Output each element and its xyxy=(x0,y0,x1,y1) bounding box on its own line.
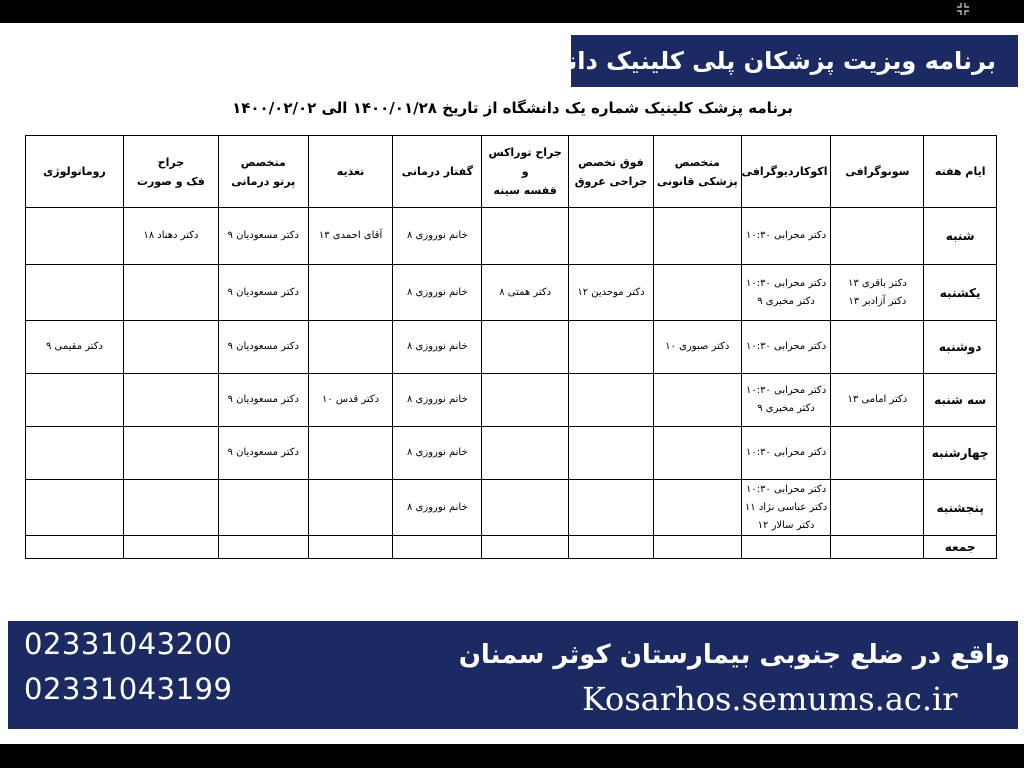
column-header-line: متخصص xyxy=(240,155,286,169)
doctor-entry: دکتر دهناد ۱۸ xyxy=(143,230,199,241)
doctor-entry: خانم نوروزی ۸ xyxy=(407,286,468,298)
doctor-entry: خانم نوروزی ۸ xyxy=(407,394,468,405)
schedule-cell xyxy=(482,321,569,374)
schedule-cell xyxy=(26,427,124,480)
column-header xyxy=(393,136,482,208)
schedule-cell xyxy=(123,265,218,321)
header-banner: برنامه ویزیت پزشکان پلی کلینیک دانشگاه xyxy=(571,35,1018,87)
column-header-line: قفسه سینه xyxy=(493,184,557,197)
schedule-cell xyxy=(218,427,308,480)
schedule-cell xyxy=(393,321,482,374)
column-header xyxy=(653,136,741,208)
doctor-entry: دکتر محرابی ۱۰:۳۰ xyxy=(745,447,827,458)
day-cell: چهارشنبه xyxy=(924,427,997,480)
doctor-entry: دکتر مخبری ۹ xyxy=(757,295,815,307)
footer-website: Kosarhos.semums.ac.ir xyxy=(582,680,958,718)
schedule-cell xyxy=(123,536,218,559)
schedule-cell xyxy=(393,536,482,559)
doctor-entry: خانم نوروزی ۸ xyxy=(407,341,468,352)
column-header-line: جراح xyxy=(157,155,185,169)
schedule-cell xyxy=(308,321,393,374)
schedule-cell xyxy=(308,265,393,321)
schedule-cell xyxy=(123,321,218,374)
column-header xyxy=(569,136,654,208)
column-header xyxy=(741,136,831,208)
doctor-entry: دکتر محرابی ۱۰:۳۰ xyxy=(745,483,827,495)
column-header-line: تغذیه xyxy=(336,165,365,178)
day-cell: سه شنبه xyxy=(924,374,997,427)
doctor-entry: دکتر مخبری ۹ xyxy=(757,403,815,414)
schedule-cell xyxy=(218,321,308,374)
schedule-cell xyxy=(218,374,308,427)
schedule-table xyxy=(25,135,997,559)
schedule-cell xyxy=(482,265,569,321)
table-body xyxy=(26,208,997,559)
doctor-entry: خانم نوروزی ۸ xyxy=(407,447,468,458)
table-row xyxy=(26,536,997,559)
schedule-cell xyxy=(218,536,308,559)
schedule-cell xyxy=(482,427,569,480)
schedule-cell xyxy=(482,480,569,536)
schedule-cell xyxy=(741,374,831,427)
doctor-entry: آقای احمدی ۱۳ xyxy=(318,230,383,241)
doctor-entry: دکتر مسعودیان ۹ xyxy=(227,447,299,458)
schedule-cell xyxy=(482,374,569,427)
schedule-cell xyxy=(308,480,393,536)
schedule-cell xyxy=(831,265,924,321)
schedule-cell xyxy=(653,321,741,374)
schedule-cell xyxy=(482,208,569,265)
schedule-cell xyxy=(653,374,741,427)
schedule-cell xyxy=(653,265,741,321)
schedule-cell xyxy=(831,374,924,427)
column-header-line: روماتولوژی xyxy=(43,165,106,178)
doctor-entry: دکتر عباسی نژاد ۱۱ xyxy=(744,501,828,513)
day-cell: دوشنبه xyxy=(924,321,997,374)
footer-address: واقع در ضلع جنوبی بیمارستان کوثر سمنان xyxy=(458,640,1010,670)
slide-page xyxy=(0,23,1024,744)
schedule-cell xyxy=(393,427,482,480)
schedule-cell xyxy=(26,208,124,265)
schedule-cell xyxy=(393,265,482,321)
doctor-entry: دکتر محرابی ۱۰:۳۰ xyxy=(745,341,827,352)
schedule-cell xyxy=(218,208,308,265)
phone-number-2: 02331043199 xyxy=(24,672,233,706)
schedule-cell xyxy=(308,536,393,559)
day-cell: شنبه xyxy=(924,208,997,265)
schedule-cell xyxy=(26,480,124,536)
table-header-row xyxy=(26,136,997,208)
schedule-cell xyxy=(741,265,831,321)
column-header-line: سونوگرافی xyxy=(845,165,910,178)
doctor-entry: دکتر محرابی ۱۰:۳۰ xyxy=(745,385,827,396)
schedule-cell xyxy=(569,321,654,374)
column-header-line: پرتو درمانی xyxy=(231,174,296,188)
column-header-line: جراح توراکس و xyxy=(488,146,562,178)
schedule-cell xyxy=(831,536,924,559)
table-row xyxy=(26,321,997,374)
doctor-entry: دکتر موحدین ۱۲ xyxy=(577,286,645,298)
doctor-entry: دکتر مسعودیان ۹ xyxy=(227,230,299,241)
schedule-cell xyxy=(123,208,218,265)
doctor-entry: خانم نوروزی ۸ xyxy=(407,230,468,241)
column-header-line: فک و صورت xyxy=(136,174,205,188)
table-row xyxy=(26,427,997,480)
schedule-title: برنامه پزشک کلینیک شماره یک دانشگاه از تاریخ ۱۴۰۰/۰۱/۲۸ الی ۱۴۰۰/۰۲/۰۲ xyxy=(232,99,793,117)
day-cell: جمعه xyxy=(924,536,997,559)
schedule-cell xyxy=(308,427,393,480)
schedule-cell xyxy=(218,265,308,321)
schedule-cell xyxy=(831,208,924,265)
doctor-entry: دکتر مسعودیان ۹ xyxy=(227,341,299,352)
table-row xyxy=(26,265,997,321)
schedule-cell xyxy=(393,480,482,536)
schedule-cell xyxy=(831,427,924,480)
day-cell: یکشنبه xyxy=(924,265,997,321)
doctor-entry: دکتر مسعودیان ۹ xyxy=(227,286,299,298)
doctor-entry: دکتر همتی ۸ xyxy=(499,286,552,298)
doctor-entry: دکتر صبوری ۱۰ xyxy=(665,341,730,352)
schedule-cell xyxy=(569,265,654,321)
column-header-line: جراحی عروق xyxy=(574,174,648,188)
exit-fullscreen-icon[interactable] xyxy=(952,2,974,20)
schedule-cell xyxy=(569,536,654,559)
schedule-cell xyxy=(26,321,124,374)
column-header xyxy=(26,136,124,208)
doctor-entry: دکتر سالار ۱۲ xyxy=(757,519,815,531)
footer-banner xyxy=(8,621,1018,729)
schedule-cell xyxy=(831,480,924,536)
schedule-cell xyxy=(123,480,218,536)
column-header-line: گفتار درمانی xyxy=(401,165,473,178)
schedule-cell xyxy=(26,374,124,427)
column-header-line: متخصص xyxy=(674,155,720,169)
doctor-entry: دکتر آزادبر ۱۳ xyxy=(848,295,907,307)
schedule-cell xyxy=(741,427,831,480)
schedule-cell xyxy=(653,480,741,536)
schedule-cell xyxy=(741,536,831,559)
table-row xyxy=(26,374,997,427)
schedule-cell xyxy=(569,374,654,427)
column-header xyxy=(831,136,924,208)
schedule-cell xyxy=(26,265,124,321)
doctor-entry: دکتر مقیمی ۹ xyxy=(45,341,103,352)
column-header-line: اکوکاردیوگرافی xyxy=(741,165,828,178)
table-row xyxy=(26,480,997,536)
column-header xyxy=(308,136,393,208)
schedule-cell xyxy=(653,208,741,265)
day-cell: پنجشنبه xyxy=(924,480,997,536)
column-header xyxy=(482,136,569,208)
doctor-entry: دکتر امامی ۱۳ xyxy=(847,394,908,405)
doctor-entry: دکتر مسعودیان ۹ xyxy=(227,394,299,405)
schedule-cell xyxy=(831,321,924,374)
schedule-cell xyxy=(569,480,654,536)
schedule-cell xyxy=(308,208,393,265)
schedule-cell xyxy=(123,374,218,427)
column-header-line: پزشکی قانونی xyxy=(656,174,738,188)
schedule-cell xyxy=(653,536,741,559)
schedule-cell xyxy=(218,480,308,536)
schedule-cell xyxy=(569,208,654,265)
column-header xyxy=(924,136,997,208)
schedule-cell xyxy=(741,208,831,265)
doctor-entry: دکتر باقری ۱۳ xyxy=(847,277,907,289)
phone-number-1: 02331043200 xyxy=(24,627,233,661)
doctor-entry: خانم نوروزی ۸ xyxy=(407,501,468,513)
schedule-cell xyxy=(653,427,741,480)
column-header xyxy=(218,136,308,208)
schedule-cell xyxy=(123,427,218,480)
column-header-line: ایام هفته xyxy=(934,165,986,178)
doctor-entry: دکتر قدس ۱۰ xyxy=(322,394,380,405)
column-header xyxy=(123,136,218,208)
column-header-line: فوق تخصص xyxy=(578,155,644,169)
schedule-cell xyxy=(741,480,831,536)
schedule-cell xyxy=(482,536,569,559)
schedule-cell xyxy=(393,374,482,427)
schedule-cell xyxy=(308,374,393,427)
exit-fullscreen-icon-graphic xyxy=(956,2,970,16)
schedule-cell xyxy=(393,208,482,265)
table-row xyxy=(26,208,997,265)
schedule-cell xyxy=(569,427,654,480)
doctor-entry: دکتر محرابی ۱۰:۳۰ xyxy=(745,277,827,289)
schedule-cell xyxy=(26,536,124,559)
schedule-cell xyxy=(741,321,831,374)
doctor-entry: دکتر محرابی ۱۰:۳۰ xyxy=(745,230,827,241)
